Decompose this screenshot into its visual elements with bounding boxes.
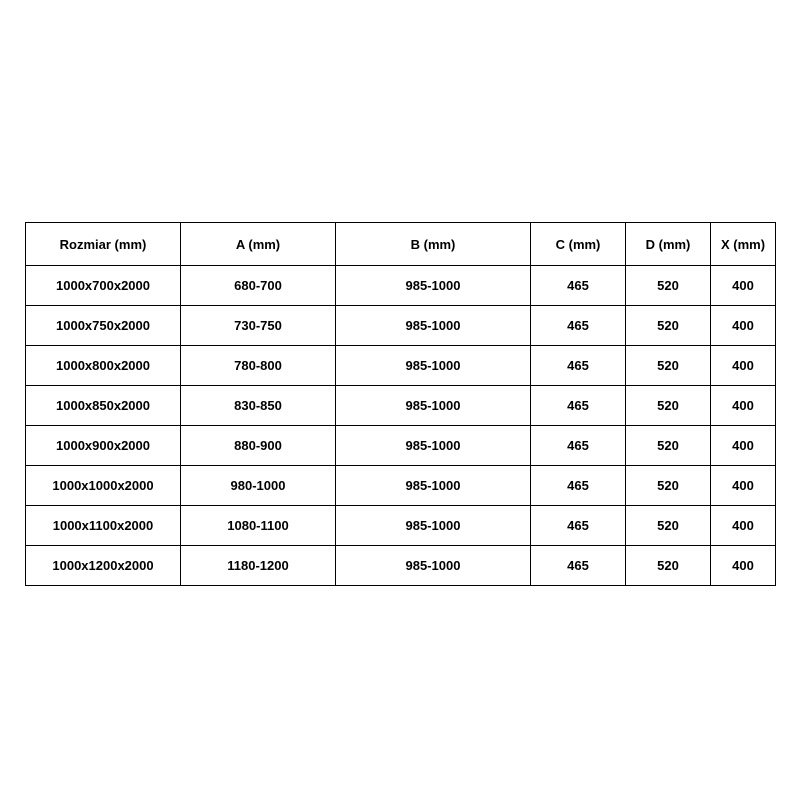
cell-x: 400 (711, 546, 776, 586)
table-row (26, 426, 776, 466)
column-header-a: A (mm) (181, 223, 336, 266)
cell-a: 880-900 (181, 426, 336, 466)
cell-c: 465 (531, 506, 626, 546)
cell-c: 465 (531, 346, 626, 386)
dimensions-table (25, 222, 776, 586)
cell-d: 520 (626, 426, 711, 466)
cell-a: 1180-1200 (181, 546, 336, 586)
cell-a: 730-750 (181, 306, 336, 346)
table-header (26, 223, 776, 266)
cell-x: 400 (711, 426, 776, 466)
cell-d: 520 (626, 386, 711, 426)
cell-c: 465 (531, 426, 626, 466)
table-row (26, 306, 776, 346)
cell-rozmiar: 1000x900x2000 (26, 426, 181, 466)
cell-x: 400 (711, 306, 776, 346)
cell-a: 1080-1100 (181, 506, 336, 546)
cell-rozmiar: 1000x1200x2000 (26, 546, 181, 586)
table-row (26, 546, 776, 586)
cell-b: 985-1000 (336, 266, 531, 306)
table-row (26, 466, 776, 506)
cell-b: 985-1000 (336, 346, 531, 386)
cell-c: 465 (531, 466, 626, 506)
column-header-d: D (mm) (626, 223, 711, 266)
cell-x: 400 (711, 386, 776, 426)
cell-a: 680-700 (181, 266, 336, 306)
table-row (26, 346, 776, 386)
cell-x: 400 (711, 506, 776, 546)
cell-d: 520 (626, 266, 711, 306)
table-body (26, 266, 776, 586)
cell-d: 520 (626, 506, 711, 546)
cell-b: 985-1000 (336, 426, 531, 466)
cell-rozmiar: 1000x850x2000 (26, 386, 181, 426)
column-header-b: B (mm) (336, 223, 531, 266)
cell-a: 780-800 (181, 346, 336, 386)
cell-c: 465 (531, 386, 626, 426)
cell-rozmiar: 1000x1000x2000 (26, 466, 181, 506)
cell-c: 465 (531, 266, 626, 306)
table-row (26, 266, 776, 306)
table-row (26, 386, 776, 426)
cell-rozmiar: 1000x700x2000 (26, 266, 181, 306)
table-row (26, 506, 776, 546)
cell-a: 980-1000 (181, 466, 336, 506)
cell-b: 985-1000 (336, 306, 531, 346)
cell-d: 520 (626, 466, 711, 506)
cell-c: 465 (531, 306, 626, 346)
column-header-x: X (mm) (711, 223, 776, 266)
cell-rozmiar: 1000x800x2000 (26, 346, 181, 386)
cell-b: 985-1000 (336, 506, 531, 546)
cell-x: 400 (711, 466, 776, 506)
dimensions-table-container (25, 222, 775, 586)
cell-b: 985-1000 (336, 546, 531, 586)
cell-rozmiar: 1000x1100x2000 (26, 506, 181, 546)
cell-d: 520 (626, 546, 711, 586)
cell-d: 520 (626, 306, 711, 346)
cell-a: 830-850 (181, 386, 336, 426)
cell-rozmiar: 1000x750x2000 (26, 306, 181, 346)
cell-b: 985-1000 (336, 386, 531, 426)
table-header-row (26, 223, 776, 266)
cell-b: 985-1000 (336, 466, 531, 506)
cell-c: 465 (531, 546, 626, 586)
cell-x: 400 (711, 266, 776, 306)
column-header-rozmiar: Rozmiar (mm) (26, 223, 181, 266)
column-header-c: C (mm) (531, 223, 626, 266)
cell-d: 520 (626, 346, 711, 386)
cell-x: 400 (711, 346, 776, 386)
